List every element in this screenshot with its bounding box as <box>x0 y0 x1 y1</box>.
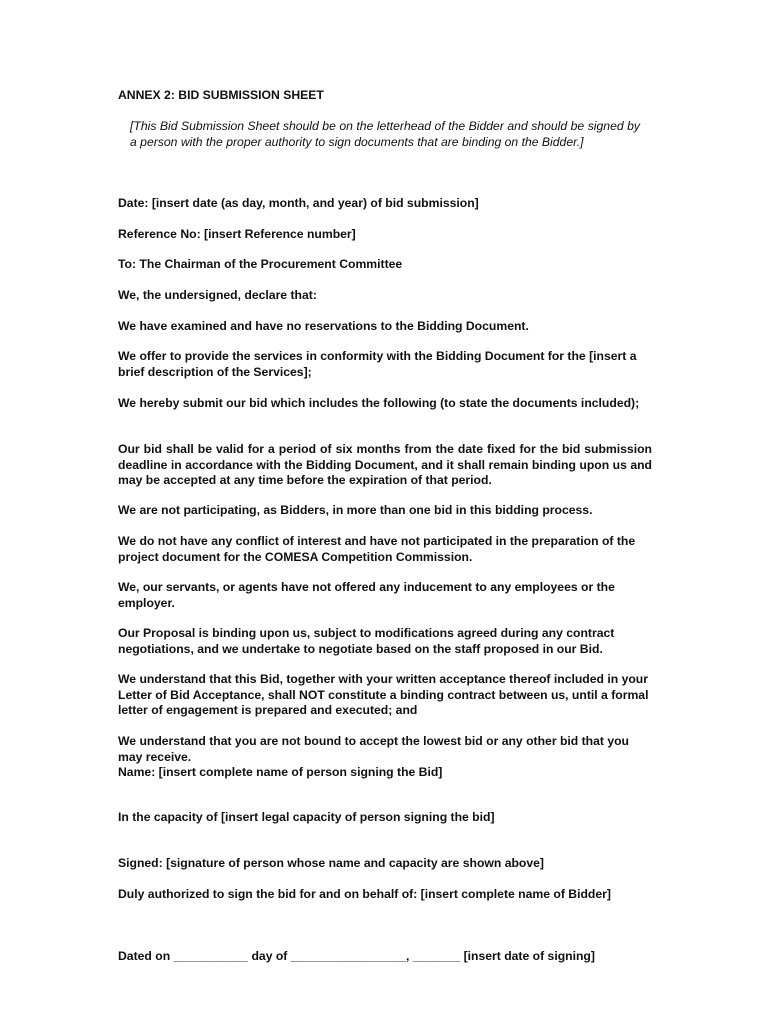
document-title: ANNEX 2: BID SUBMISSION SHEET <box>118 88 324 102</box>
authorized-line: Duly authorized to sign the bid for and on behalf of: [insert complete name of Bidder] <box>118 887 611 901</box>
signed-line: Signed: [signature of person whose name and capacity are shown above] <box>118 856 544 870</box>
paragraph-submit: We hereby submit our bid which includes the following (to state the documents included); <box>118 396 640 410</box>
paragraph-proposal: Our Proposal is binding upon us, subject to modifications agreed during any contract negotiations, and we undertake to negotiate based on the staff proposed in our Bid. <box>118 626 615 656</box>
name-line: Name: [insert complete name of person signing the Bid] <box>118 765 443 779</box>
paragraph-conflict: We do not have any conflict of interest and have not participated in the preparation of the project document for the COMESA Competition Commission. <box>118 534 636 564</box>
addressee-line: To: The Chairman of the Procurement Committee <box>118 257 403 271</box>
date-line: Date: [insert date (as day, month, and year) of bid submission] <box>118 196 479 210</box>
declaration-line: We, the undersigned, declare that: <box>118 288 317 302</box>
intro-instruction: [This Bid Submission Sheet should be on the letterhead of the Bidder and should be signed by a person with the proper authority to sign documents that are binding on the Bidder.] <box>130 119 640 149</box>
paragraph-participation: We are not participating, as Bidders, in more than one bid in this bidding process. <box>118 503 593 517</box>
paragraph-validity: Our bid shall be valid for a period of six months from the date fixed for the bid submission deadline in accordance with the Bidding Document, and it shall remain binding upon us and may be accepted at any time before the expiration of that period. <box>118 442 652 487</box>
dated-line: Dated on ___________ day of _________________, _______ [insert date of signing] <box>118 949 595 963</box>
paragraph-offer: We offer to provide the services in conformity with the Bidding Document for the [insert a brief description of the Services]; <box>118 349 637 379</box>
paragraph-examined: We have examined and have no reservations to the Bidding Document. <box>118 319 529 333</box>
reference-line: Reference No: [insert Reference number] <box>118 227 356 241</box>
paragraph-understand-contract: We understand that this Bid, together with your written acceptance thereof included in your Letter of Bid Acceptance, shall NOT constitute a binding contract between us, until a formal letter of engagement is prepared and executed; and <box>118 672 649 717</box>
capacity-line: In the capacity of [insert legal capacity of person signing the bid] <box>118 810 495 824</box>
paragraph-inducement: We, our servants, or agents have not offered any inducement to any employees or the employer. <box>118 580 615 610</box>
paragraph-understand-lowest: We understand that you are not bound to accept the lowest bid or any other bid that you may receive. <box>118 734 629 764</box>
